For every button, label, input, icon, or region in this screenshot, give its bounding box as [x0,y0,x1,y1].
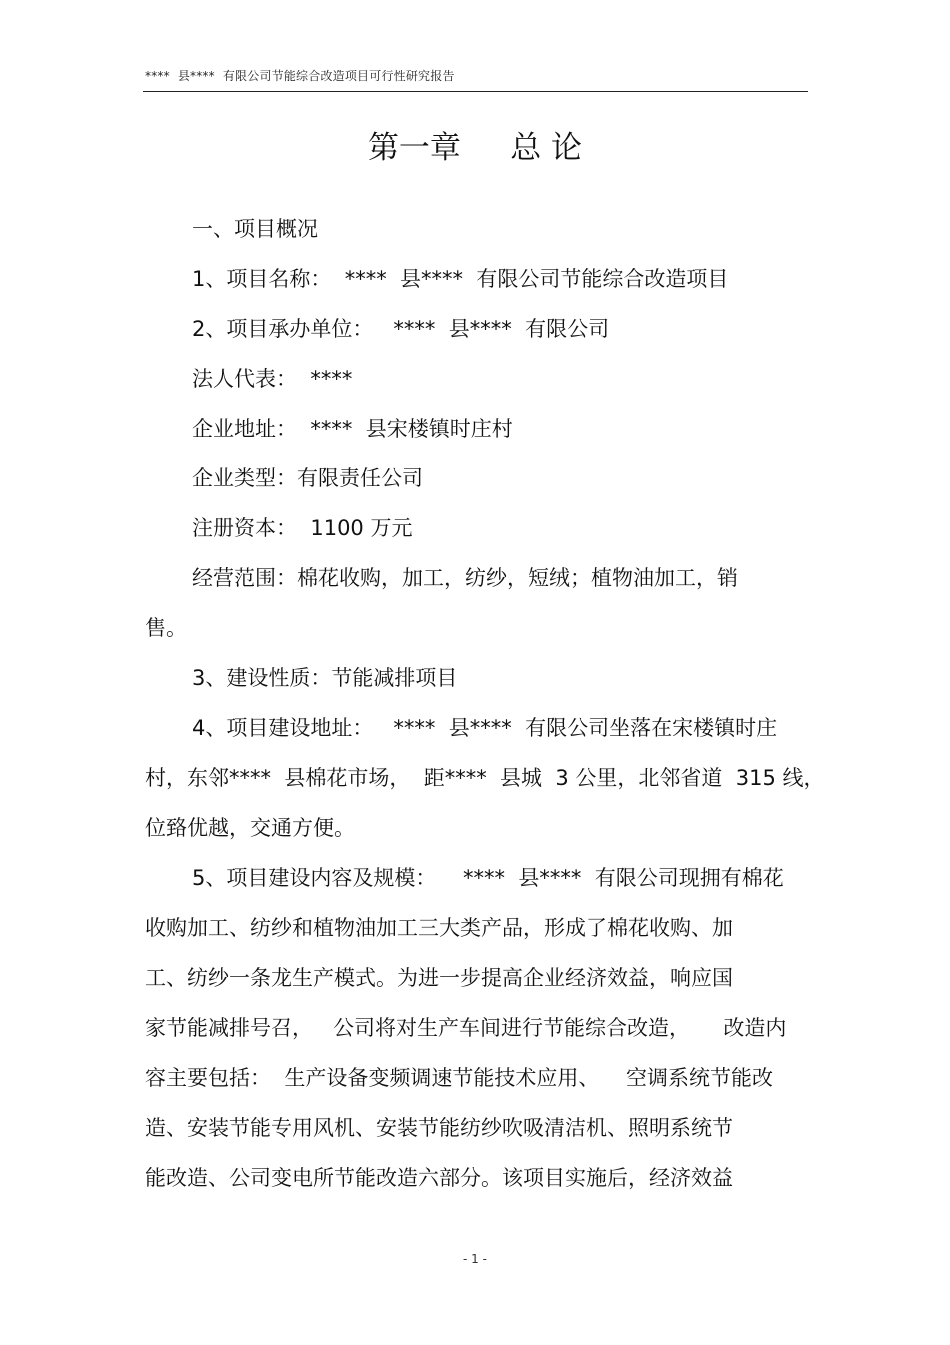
scope-continuation: 收购加工、纺纱和植物油加工三大类产品，形成了棉花收购、加 [145,916,733,940]
scope-continuation: 家节能减排号召， 公司将对生产车间进行节能综合改造， 改造内 [145,1016,787,1040]
running-header: **** 县**** 有限公司节能综合改造项目可行性研究报告 [145,69,455,83]
construction-nature-line: 3、建设性质：节能减排项目 [192,666,458,690]
project-name-line: 1、项目名称： **** 县**** 有限公司节能综合改造项目 [192,267,729,291]
scope-continuation: 容主要包括： 生产设备变频调速节能技术应用、 空调系统节能改 [145,1066,774,1090]
scope-line: 5、项目建设内容及规模： **** 县**** 有限公司现拥有棉花 [192,866,784,890]
capital-line: 注册资本： 1100 万元 [192,516,413,540]
business-scope-continuation: 售。 [145,616,187,640]
header-divider [143,91,808,92]
scope-continuation: 能改造、公司变电所节能改造六部分。该项目实施后，经济效益 [145,1166,733,1190]
site-address-continuation: 位臵优越，交通方便。 [145,816,355,840]
address-line: 企业地址： **** 县宋楼镇时庄村 [192,417,513,441]
organizer-line: 2、项目承办单位： **** 县**** 有限公司 [192,317,610,341]
site-address-continuation: 村，东邻**** 县棉花市场， 距**** 县城 3 公里，北邻省道 315 线， [145,766,825,790]
site-address-line: 4、项目建设地址： **** 县**** 有限公司坐落在宋楼镇时庄 [192,716,778,740]
section-heading: 一、项目概况 [192,217,318,241]
company-type-line: 企业类型：有限责任公司 [192,466,423,490]
scope-continuation: 工、纺纱一条龙生产模式。为进一步提高企业经济效益，响应国 [145,966,733,990]
legal-rep-line: 法人代表： **** [192,367,353,391]
chapter-title: 第一章 总 论 [367,130,583,166]
page-number: - 1 - [463,1252,487,1266]
business-scope-line: 经营范围：棉花收购，加工，纺纱，短绒；植物油加工，销 [192,566,738,590]
scope-continuation: 造、安装节能专用风机、安装节能纺纱吹吸清洁机、照明系统节 [145,1116,733,1140]
